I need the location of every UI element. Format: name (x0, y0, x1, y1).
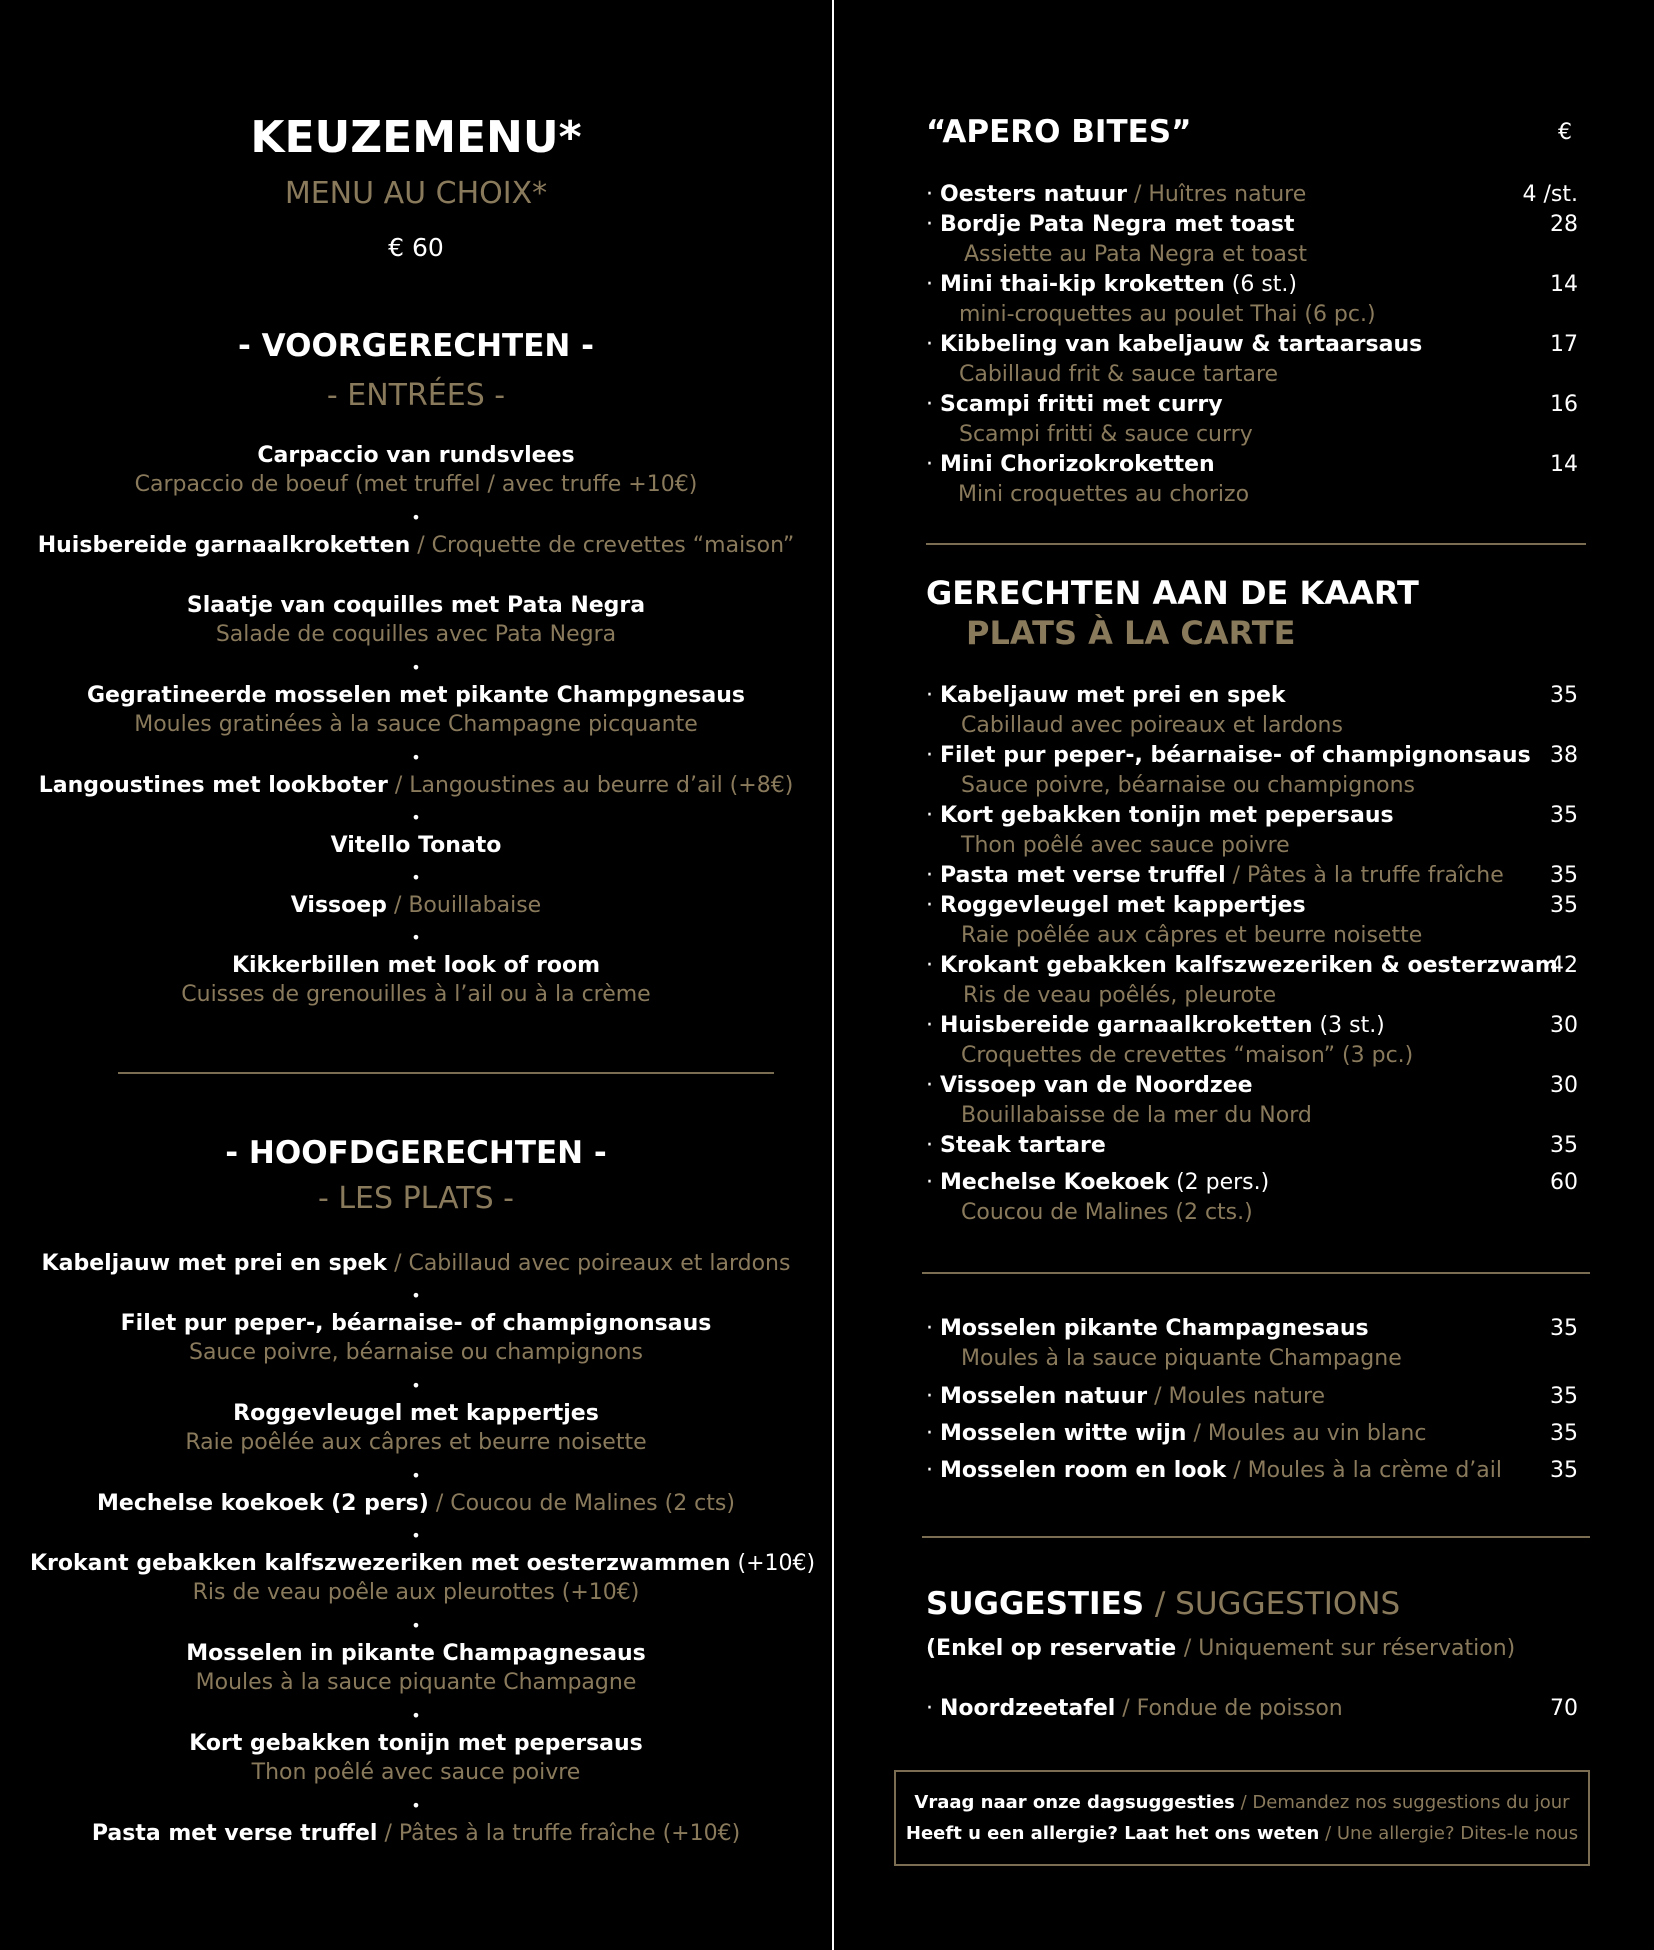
main-item-name: Pasta met verse truffel (91, 1821, 378, 1846)
column-divider (832, 0, 834, 1950)
carte-item (926, 1013, 1578, 1038)
carte-item (926, 1170, 1578, 1195)
section-divider (926, 543, 1586, 545)
bullet: · (926, 743, 933, 768)
page-subtitle: MENU AU CHOIX* (284, 176, 548, 211)
mussels-item-price: 35 (1550, 1421, 1578, 1446)
main-item (30, 1551, 816, 1576)
main-item-desc: Ris de veau poêle aux pleurottes (+10€) (192, 1580, 640, 1605)
carte-item-price: 35 (1550, 683, 1578, 708)
section-divider (922, 1536, 1590, 1538)
bullet: · (926, 893, 933, 918)
apero-item (926, 392, 1578, 417)
apero-item-price: 28 (1550, 212, 1578, 237)
reservation-note-fr: / Uniquement sur réservation) (1183, 1636, 1516, 1661)
apero-item-price: 16 (1550, 392, 1578, 417)
bullet: • (411, 1526, 421, 1545)
main-item-desc: Raie poêlée aux câpres et beurre noisette (185, 1430, 647, 1455)
apero-item-name: Scampi fritti met curry (940, 392, 1223, 417)
carte-item-price: 35 (1550, 1133, 1578, 1158)
carte-item-desc: Ris de veau poêlés, pleurote (963, 983, 1277, 1008)
carte-item-name: Vissoep van de Noordzee (940, 1073, 1253, 1098)
bullet: • (411, 1706, 421, 1725)
notice-line-daily (896, 1792, 1588, 1813)
mussels-item-price: 35 (1550, 1458, 1578, 1483)
carte-item (926, 803, 1578, 828)
main-item (30, 1491, 802, 1516)
starter-item-name: Gegratineerde mosselen met pikante Champgnesaus (87, 683, 745, 708)
carte-item-qty: (2 pers.) (1176, 1170, 1270, 1195)
carte-item-desc: Thon poêlé avec sauce poivre (961, 833, 1290, 858)
starter-item-desc: Carpaccio de boeuf (met truffel / avec truffe +10€) (134, 472, 698, 497)
carte-item-desc: Sauce poivre, béarnaise ou champignons (961, 773, 1416, 798)
reservation-note (926, 1636, 1515, 1661)
apero-item-name: Mini Chorizokroketten (940, 452, 1215, 477)
apero-item-name: Oesters natuur (940, 182, 1127, 207)
mussels-item-price: 35 (1550, 1384, 1578, 1409)
suggestions-heading (926, 1586, 1400, 1622)
bullet: • (411, 868, 421, 887)
carte-item (926, 863, 1578, 888)
currency-symbol: € (1558, 120, 1572, 145)
starter-item-name: Kikkerbillen met look of room (231, 953, 601, 978)
bullet: • (411, 1466, 421, 1485)
mussels-item-price: 35 (1550, 1316, 1578, 1341)
reservation-note-nl: (Enkel op reservatie (926, 1636, 1177, 1661)
carte-item (926, 953, 1578, 978)
starter-item-name: Carpaccio van rundsvlees (257, 443, 575, 468)
main-item-name: Krokant gebakken kalfszwezeriken met oesterzwammen (30, 1551, 731, 1576)
notice-daily-nl: Vraag naar onze dagsuggesties (914, 1792, 1235, 1813)
mussels-item-desc: Moules à la sauce piquante Champagne (961, 1346, 1402, 1371)
starter-item-name: Langoustines met lookboter (38, 773, 388, 798)
bullet: · (926, 1696, 933, 1721)
main-item-name: Mosselen in pikante Champagnesaus (186, 1641, 646, 1666)
carte-item-desc: Cabillaud avec poireaux et lardons (961, 713, 1343, 738)
carte-item-qty: (3 st.) (1319, 1013, 1385, 1038)
apero-item-qty: (6 st.) (1231, 272, 1297, 297)
carte-item-name: Kort gebakken tonijn met pepersaus (940, 803, 1394, 828)
apero-item-name: Bordje Pata Negra met toast (940, 212, 1295, 237)
apero-item-desc: Assiette au Pata Negra et toast (964, 242, 1307, 267)
carte-item-name: Mechelse Koekoek (940, 1170, 1170, 1195)
bullet: · (926, 1133, 933, 1158)
main-item-desc: / Coucou de Malines (2 cts) (435, 1491, 735, 1516)
suggestion-item-price: 70 (1550, 1696, 1578, 1721)
main-item-supplement: (+10€) (737, 1551, 816, 1576)
carte-item-price: 30 (1550, 1073, 1578, 1098)
bullet: · (926, 1458, 933, 1483)
mussels-item (926, 1458, 1578, 1483)
mussels-item-name: Mosselen witte wijn (940, 1421, 1187, 1446)
apero-item-name: Mini thai-kip kroketten (940, 272, 1225, 297)
bullet: • (411, 1796, 421, 1815)
bullet: • (411, 928, 421, 947)
notice-allergy-fr: / Une allergie? Dites-le nous (1325, 1823, 1579, 1844)
main-item-name: Mechelse koekoek (2 pers) (97, 1491, 429, 1516)
carte-item-name: Steak tartare (940, 1133, 1106, 1158)
bullet: · (926, 332, 933, 357)
apero-item-price: 14 (1550, 272, 1578, 297)
main-item (30, 1821, 802, 1846)
notice-line-allergy (896, 1823, 1588, 1844)
apero-item-desc: / Huîtres nature (1133, 182, 1307, 207)
carte-item-price: 38 (1550, 743, 1578, 768)
carte-item (926, 1073, 1578, 1098)
carte-item-desc: Raie poêlée aux câpres et beurre noisette (961, 923, 1423, 948)
starter-item (30, 533, 802, 558)
starter-item-name: Vissoep (290, 893, 387, 918)
suggestion-item (926, 1696, 1578, 1721)
main-item-desc: / Pâtes à la truffe fraîche (+10€) (384, 1821, 741, 1846)
main-item-name: Roggevleugel met kappertjes (233, 1401, 599, 1426)
bullet: · (926, 803, 933, 828)
starter-item-name: Huisbereide garnaalkroketten (37, 533, 411, 558)
main-item-desc: / Cabillaud avec poireaux et lardons (394, 1251, 791, 1276)
bullet: · (926, 392, 933, 417)
carte-item-desc: Bouillabaisse de la mer du Nord (961, 1103, 1312, 1128)
apero-item-desc: mini-croquettes au poulet Thai (6 pc.) (959, 302, 1376, 327)
carte-item-desc: Coucou de Malines (2 cts.) (961, 1200, 1253, 1225)
carte-item-desc: / Pâtes à la truffe fraîche (1232, 863, 1504, 888)
bullet: · (926, 182, 933, 207)
carte-item-price: 60 (1550, 1170, 1578, 1195)
apero-item-desc: Scampi fritti & sauce curry (959, 422, 1253, 447)
carte-item-price: 35 (1550, 863, 1578, 888)
menu-price: € 60 (388, 233, 444, 262)
notice-box (894, 1770, 1590, 1866)
bullet: · (926, 683, 933, 708)
suggestion-item-name: Noordzeetafel (940, 1696, 1116, 1721)
mussels-item-desc: / Moules nature (1154, 1384, 1326, 1409)
mains-heading-fr: - LES PLATS - (317, 1181, 515, 1216)
carte-item (926, 1133, 1578, 1158)
apero-item (926, 272, 1578, 297)
bullet: • (411, 508, 421, 527)
carte-item (926, 893, 1578, 918)
bullet: • (411, 748, 421, 767)
mussels-item-name: Mosselen room en look (940, 1458, 1227, 1483)
mussels-item-desc: / Moules au vin blanc (1193, 1421, 1427, 1446)
starter-item-desc: / Bouillabaise (393, 893, 542, 918)
bullet: · (926, 863, 933, 888)
mussels-item (926, 1384, 1578, 1409)
starters-heading-fr: - ENTRÉES - (326, 378, 506, 413)
main-item-desc: Moules à la sauce piquante Champagne (195, 1670, 637, 1695)
starter-item (30, 893, 802, 918)
mains-heading: - HOOFDGERECHTEN - (225, 1135, 607, 1171)
carte-item-desc: Croquettes de crevettes “maison” (3 pc.) (961, 1043, 1414, 1068)
mussels-item-desc: / Moules à la crème d’ail (1233, 1458, 1502, 1483)
bullet: · (926, 1421, 933, 1446)
apero-item-price: 17 (1550, 332, 1578, 357)
starter-item (30, 773, 802, 798)
carte-heading-fr: PLATS À LA CARTE (966, 614, 1296, 652)
bullet: · (926, 452, 933, 477)
mussels-item (926, 1421, 1578, 1446)
apero-item-price: 14 (1550, 452, 1578, 477)
starter-item-desc: / Langoustines au beurre d’ail (+8€) (394, 773, 794, 798)
starter-item-desc: Cuisses de grenouilles à l’ail ou à la crème (181, 982, 651, 1007)
page-title: KEUZEMENU* (250, 112, 582, 163)
bullet: · (926, 1013, 933, 1038)
carte-item-name: Krokant gebakken kalfszwezeriken & oesterzwam (940, 953, 1558, 978)
apero-item-price: 4 /st. (1522, 182, 1578, 207)
bullet: · (926, 1073, 933, 1098)
notice-allergy-nl: Heeft u een allergie? Laat het ons weten (905, 1823, 1320, 1844)
bullet: • (411, 658, 421, 677)
section-divider (118, 1072, 774, 1074)
main-item-name: Filet pur peper-, béarnaise- of champignonsaus (120, 1311, 712, 1336)
bullet: · (926, 1316, 933, 1341)
bullet: · (926, 212, 933, 237)
carte-item-name: Pasta met verse truffel (940, 863, 1226, 888)
suggestions-title: SUGGESTIES (926, 1586, 1145, 1622)
starter-item-desc: / Croquette de crevettes “maison” (417, 533, 795, 558)
bullet: • (411, 1616, 421, 1635)
notice-daily-fr: / Demandez nos suggestions du jour (1240, 1792, 1570, 1813)
bullet: • (411, 1376, 421, 1395)
carte-item-name: Roggevleugel met kappertjes (940, 893, 1306, 918)
apero-item (926, 332, 1578, 357)
apero-item (926, 182, 1578, 207)
apero-item (926, 452, 1578, 477)
carte-item-name: Filet pur peper-, béarnaise- of champignonsaus (940, 743, 1531, 768)
carte-heading: GERECHTEN AAN DE KAART (926, 574, 1419, 612)
starters-heading: - VOORGERECHTEN - (238, 328, 594, 364)
starter-item-name: Slaatje van coquilles met Pata Negra (186, 593, 646, 618)
starter-item-desc: Salade de coquilles avec Pata Negra (215, 622, 617, 647)
apero-item (926, 212, 1578, 237)
apero-heading: “APERO BITES” (926, 114, 1192, 150)
main-item-desc: Thon poêlé avec sauce poivre (251, 1760, 581, 1785)
main-item-name: Kort gebakken tonijn met pepersaus (189, 1731, 643, 1756)
bullet: · (926, 953, 933, 978)
bullet: · (926, 1170, 933, 1195)
bullet: · (926, 1384, 933, 1409)
carte-item-name: Kabeljauw met prei en spek (940, 683, 1286, 708)
carte-item-price: 35 (1550, 893, 1578, 918)
mussels-item-name: Mosselen natuur (940, 1384, 1148, 1409)
carte-item-price: 42 (1550, 953, 1578, 978)
starter-item-name: Vitello Tonato (330, 833, 502, 858)
bullet: · (926, 272, 933, 297)
carte-item-price: 30 (1550, 1013, 1578, 1038)
carte-item (926, 743, 1578, 768)
apero-item-name: Kibbeling van kabeljauw & tartaarsaus (940, 332, 1423, 357)
carte-item-name: Huisbereide garnaalkroketten (940, 1013, 1313, 1038)
suggestion-item-desc: / Fondue de poisson (1122, 1696, 1343, 1721)
main-item (30, 1251, 802, 1276)
section-divider (922, 1272, 1590, 1274)
starter-item-desc: Moules gratinées à la sauce Champagne picquante (134, 712, 698, 737)
main-item-name: Kabeljauw met prei en spek (41, 1251, 388, 1276)
suggestions-title-fr: / SUGGESTIONS (1154, 1586, 1401, 1622)
carte-item-price: 35 (1550, 803, 1578, 828)
mussels-item (926, 1316, 1578, 1341)
apero-item-desc: Mini croquettes au chorizo (958, 482, 1250, 507)
carte-item (926, 683, 1578, 708)
bullet: • (411, 808, 421, 827)
main-item-desc: Sauce poivre, béarnaise ou champignons (188, 1340, 644, 1365)
bullet: • (411, 1286, 421, 1305)
mussels-item-name: Mosselen pikante Champagnesaus (940, 1316, 1369, 1341)
apero-item-desc: Cabillaud frit & sauce tartare (959, 362, 1279, 387)
